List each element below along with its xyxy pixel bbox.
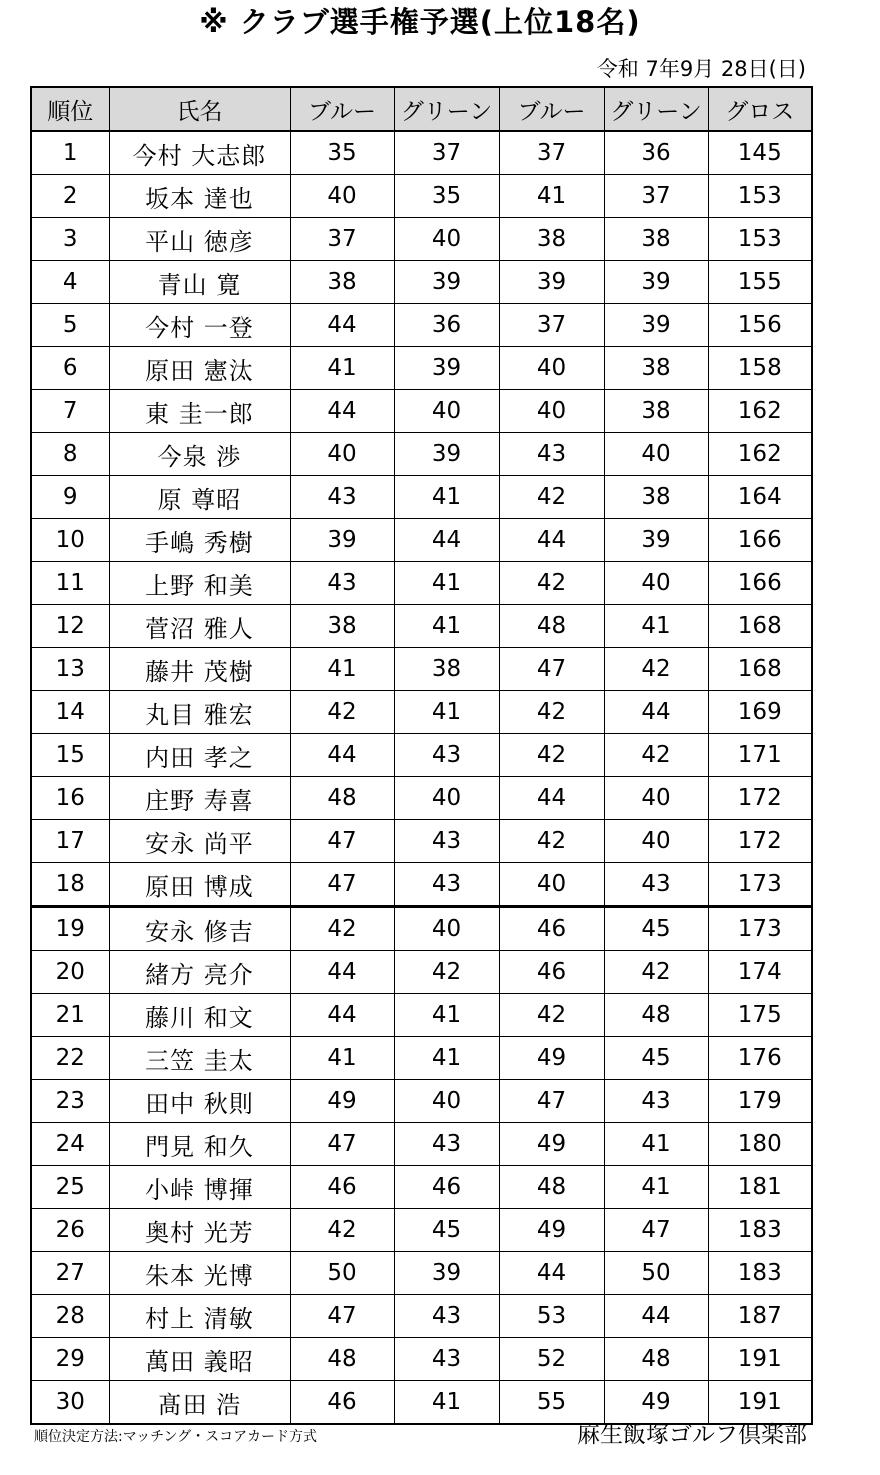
- blue-in-cell: 43: [499, 433, 604, 476]
- blue-in-cell: 42: [499, 734, 604, 777]
- gross-cell: 168: [708, 605, 812, 648]
- green-in-cell: 40: [604, 562, 708, 605]
- green-out-cell: 43: [394, 1123, 499, 1166]
- gross-cell: 191: [708, 1381, 812, 1425]
- rank-cell: 21: [31, 994, 109, 1037]
- blue-out-cell: 42: [290, 907, 394, 951]
- gross-cell: 191: [708, 1338, 812, 1381]
- gross-cell: 171: [708, 734, 812, 777]
- green-out-cell: 41: [394, 562, 499, 605]
- blue-out-cell: 41: [290, 347, 394, 390]
- blue-in-cell: 55: [499, 1381, 604, 1425]
- header-gross: グロス: [708, 87, 812, 131]
- green-out-cell: 44: [394, 519, 499, 562]
- green-in-cell: 40: [604, 777, 708, 820]
- name-cell: 菅沼 雅人: [109, 605, 290, 648]
- green-out-cell: 39: [394, 261, 499, 304]
- gross-cell: 166: [708, 519, 812, 562]
- blue-out-cell: 47: [290, 1123, 394, 1166]
- gross-cell: 187: [708, 1295, 812, 1338]
- name-cell: 今泉 渉: [109, 433, 290, 476]
- gross-cell: 172: [708, 777, 812, 820]
- blue-out-cell: 43: [290, 562, 394, 605]
- rank-cell: 7: [31, 390, 109, 433]
- green-out-cell: 39: [394, 1252, 499, 1295]
- gross-cell: 181: [708, 1166, 812, 1209]
- table-row: [31, 131, 812, 175]
- blue-out-cell: 38: [290, 605, 394, 648]
- name-cell: 丸目 雅宏: [109, 691, 290, 734]
- green-in-cell: 39: [604, 519, 708, 562]
- header-row: [31, 87, 812, 131]
- blue-in-cell: 37: [499, 131, 604, 175]
- blue-out-cell: 44: [290, 390, 394, 433]
- gross-cell: 155: [708, 261, 812, 304]
- table-row: [31, 951, 812, 994]
- blue-out-cell: 37: [290, 218, 394, 261]
- name-cell: 小峠 博揮: [109, 1166, 290, 1209]
- table-row: [31, 519, 812, 562]
- green-out-cell: 40: [394, 777, 499, 820]
- blue-out-cell: 47: [290, 1295, 394, 1338]
- green-in-cell: 41: [604, 1166, 708, 1209]
- table-row: [31, 261, 812, 304]
- blue-out-cell: 50: [290, 1252, 394, 1295]
- blue-out-cell: 47: [290, 820, 394, 863]
- rank-cell: 24: [31, 1123, 109, 1166]
- green-in-cell: 44: [604, 691, 708, 734]
- table-row: [31, 691, 812, 734]
- name-cell: 庄野 寿喜: [109, 777, 290, 820]
- blue-in-cell: 49: [499, 1037, 604, 1080]
- blue-in-cell: 42: [499, 994, 604, 1037]
- gross-cell: 156: [708, 304, 812, 347]
- gross-cell: 166: [708, 562, 812, 605]
- blue-in-cell: 40: [499, 390, 604, 433]
- results-table: [30, 86, 813, 1425]
- gross-cell: 153: [708, 175, 812, 218]
- club-name: 麻生飯塚ゴルフ倶楽部: [577, 1422, 807, 1448]
- rank-cell: 10: [31, 519, 109, 562]
- blue-in-cell: 46: [499, 907, 604, 951]
- rank-cell: 26: [31, 1209, 109, 1252]
- rank-cell: 28: [31, 1295, 109, 1338]
- rank-cell: 11: [31, 562, 109, 605]
- table-row: [31, 1123, 812, 1166]
- green-in-cell: 38: [604, 390, 708, 433]
- rank-cell: 30: [31, 1381, 109, 1425]
- rank-cell: 8: [31, 433, 109, 476]
- green-out-cell: 43: [394, 1295, 499, 1338]
- green-in-cell: 43: [604, 863, 708, 907]
- blue-out-cell: 48: [290, 1338, 394, 1381]
- blue-out-cell: 44: [290, 734, 394, 777]
- green-out-cell: 41: [394, 476, 499, 519]
- table-row: [31, 1166, 812, 1209]
- green-in-cell: 49: [604, 1381, 708, 1425]
- name-cell: 安永 尚平: [109, 820, 290, 863]
- blue-in-cell: 38: [499, 218, 604, 261]
- page-title: ※ クラブ選手権予選(上位18名): [199, 5, 641, 39]
- gross-cell: 174: [708, 951, 812, 994]
- blue-in-cell: 40: [499, 863, 604, 907]
- table-row: [31, 777, 812, 820]
- table-row: [31, 218, 812, 261]
- green-in-cell: 45: [604, 907, 708, 951]
- blue-in-cell: 44: [499, 1252, 604, 1295]
- blue-in-cell: 44: [499, 777, 604, 820]
- table-row: [31, 907, 812, 951]
- header-green-1: グリーン: [394, 87, 499, 131]
- gross-cell: 183: [708, 1252, 812, 1295]
- name-cell: 青山 寛: [109, 261, 290, 304]
- green-out-cell: 45: [394, 1209, 499, 1252]
- green-in-cell: 40: [604, 433, 708, 476]
- table-row: [31, 347, 812, 390]
- header-name: 氏名: [109, 87, 290, 131]
- rank-cell: 14: [31, 691, 109, 734]
- gross-cell: 180: [708, 1123, 812, 1166]
- green-in-cell: 38: [604, 476, 708, 519]
- green-out-cell: 41: [394, 994, 499, 1037]
- blue-out-cell: 46: [290, 1381, 394, 1425]
- green-in-cell: 39: [604, 261, 708, 304]
- green-out-cell: 36: [394, 304, 499, 347]
- table-row: [31, 994, 812, 1037]
- green-out-cell: 43: [394, 734, 499, 777]
- rank-cell: 15: [31, 734, 109, 777]
- name-cell: 朱本 光博: [109, 1252, 290, 1295]
- green-in-cell: 42: [604, 734, 708, 777]
- name-cell: 今村 一登: [109, 304, 290, 347]
- gross-cell: 158: [708, 347, 812, 390]
- green-out-cell: 40: [394, 390, 499, 433]
- blue-out-cell: 40: [290, 175, 394, 218]
- green-out-cell: 37: [394, 131, 499, 175]
- rank-cell: 18: [31, 863, 109, 907]
- gross-cell: 145: [708, 131, 812, 175]
- blue-in-cell: 39: [499, 261, 604, 304]
- green-out-cell: 46: [394, 1166, 499, 1209]
- table-row: [31, 1080, 812, 1123]
- blue-in-cell: 40: [499, 347, 604, 390]
- name-cell: 手嶋 秀樹: [109, 519, 290, 562]
- rank-cell: 5: [31, 304, 109, 347]
- table-row: [31, 1338, 812, 1381]
- green-in-cell: 37: [604, 175, 708, 218]
- name-cell: 上野 和美: [109, 562, 290, 605]
- rank-cell: 29: [31, 1338, 109, 1381]
- blue-in-cell: 47: [499, 1080, 604, 1123]
- name-cell: 藤川 和文: [109, 994, 290, 1037]
- blue-in-cell: 44: [499, 519, 604, 562]
- blue-in-cell: 42: [499, 476, 604, 519]
- rank-cell: 3: [31, 218, 109, 261]
- table-row: [31, 820, 812, 863]
- blue-out-cell: 44: [290, 994, 394, 1037]
- blue-in-cell: 42: [499, 562, 604, 605]
- table-row: [31, 734, 812, 777]
- rank-cell: 2: [31, 175, 109, 218]
- green-out-cell: 43: [394, 1338, 499, 1381]
- rank-cell: 20: [31, 951, 109, 994]
- green-in-cell: 41: [604, 1123, 708, 1166]
- green-out-cell: 40: [394, 218, 499, 261]
- blue-out-cell: 41: [290, 1037, 394, 1080]
- rank-cell: 12: [31, 605, 109, 648]
- blue-in-cell: 49: [499, 1123, 604, 1166]
- green-in-cell: 40: [604, 820, 708, 863]
- blue-out-cell: 47: [290, 863, 394, 907]
- name-cell: 三笠 圭太: [109, 1037, 290, 1080]
- green-in-cell: 47: [604, 1209, 708, 1252]
- name-cell: 内田 孝之: [109, 734, 290, 777]
- rank-cell: 25: [31, 1166, 109, 1209]
- green-in-cell: 39: [604, 304, 708, 347]
- name-cell: 原田 憲汰: [109, 347, 290, 390]
- green-out-cell: 41: [394, 1037, 499, 1080]
- header-green-2: グリーン: [604, 87, 708, 131]
- green-out-cell: 43: [394, 863, 499, 907]
- gross-cell: 179: [708, 1080, 812, 1123]
- table-row: [31, 1252, 812, 1295]
- blue-in-cell: 41: [499, 175, 604, 218]
- header-rank: 順位: [31, 87, 109, 131]
- blue-in-cell: 49: [499, 1209, 604, 1252]
- green-out-cell: 41: [394, 1381, 499, 1425]
- blue-out-cell: 49: [290, 1080, 394, 1123]
- gross-cell: 153: [708, 218, 812, 261]
- blue-out-cell: 43: [290, 476, 394, 519]
- name-cell: 緒方 亮介: [109, 951, 290, 994]
- name-cell: 田中 秋則: [109, 1080, 290, 1123]
- gross-cell: 172: [708, 820, 812, 863]
- name-cell: 平山 徳彦: [109, 218, 290, 261]
- blue-in-cell: 48: [499, 1166, 604, 1209]
- table-row: [31, 648, 812, 691]
- table-row: [31, 605, 812, 648]
- green-out-cell: 39: [394, 433, 499, 476]
- green-out-cell: 40: [394, 1080, 499, 1123]
- green-in-cell: 45: [604, 1037, 708, 1080]
- event-date: 令和 7年9月 28日(日): [596, 57, 806, 81]
- green-in-cell: 41: [604, 605, 708, 648]
- rank-cell: 22: [31, 1037, 109, 1080]
- gross-cell: 175: [708, 994, 812, 1037]
- rank-cell: 4: [31, 261, 109, 304]
- gross-cell: 168: [708, 648, 812, 691]
- gross-cell: 162: [708, 433, 812, 476]
- green-in-cell: 36: [604, 131, 708, 175]
- blue-out-cell: 46: [290, 1166, 394, 1209]
- name-cell: 今村 大志郎: [109, 131, 290, 175]
- name-cell: 安永 修吉: [109, 907, 290, 951]
- green-out-cell: 38: [394, 648, 499, 691]
- blue-out-cell: 44: [290, 304, 394, 347]
- table-row: [31, 1037, 812, 1080]
- gross-cell: 169: [708, 691, 812, 734]
- blue-out-cell: 38: [290, 261, 394, 304]
- table-row: [31, 476, 812, 519]
- green-in-cell: 42: [604, 951, 708, 994]
- rank-cell: 19: [31, 907, 109, 951]
- blue-out-cell: 48: [290, 777, 394, 820]
- table-row: [31, 1209, 812, 1252]
- name-cell: 髙田 浩: [109, 1381, 290, 1425]
- blue-in-cell: 42: [499, 820, 604, 863]
- rank-cell: 23: [31, 1080, 109, 1123]
- name-cell: 東 圭一郎: [109, 390, 290, 433]
- header-blue-2: ブルー: [499, 87, 604, 131]
- green-out-cell: 35: [394, 175, 499, 218]
- green-in-cell: 48: [604, 994, 708, 1037]
- name-cell: 門見 和久: [109, 1123, 290, 1166]
- green-out-cell: 41: [394, 691, 499, 734]
- header-blue-1: ブルー: [290, 87, 394, 131]
- green-in-cell: 38: [604, 347, 708, 390]
- rank-cell: 9: [31, 476, 109, 519]
- gross-cell: 164: [708, 476, 812, 519]
- gross-cell: 173: [708, 907, 812, 951]
- gross-cell: 176: [708, 1037, 812, 1080]
- rank-cell: 1: [31, 131, 109, 175]
- gross-cell: 162: [708, 390, 812, 433]
- blue-in-cell: 37: [499, 304, 604, 347]
- table-row: [31, 175, 812, 218]
- rank-cell: 13: [31, 648, 109, 691]
- table-body: [31, 131, 812, 1424]
- green-in-cell: 42: [604, 648, 708, 691]
- blue-out-cell: 44: [290, 951, 394, 994]
- green-in-cell: 48: [604, 1338, 708, 1381]
- blue-out-cell: 42: [290, 691, 394, 734]
- green-in-cell: 44: [604, 1295, 708, 1338]
- gross-cell: 183: [708, 1209, 812, 1252]
- table-row: [31, 304, 812, 347]
- green-out-cell: 43: [394, 820, 499, 863]
- blue-in-cell: 47: [499, 648, 604, 691]
- blue-in-cell: 48: [499, 605, 604, 648]
- green-out-cell: 39: [394, 347, 499, 390]
- blue-out-cell: 41: [290, 648, 394, 691]
- table-row: [31, 390, 812, 433]
- green-in-cell: 43: [604, 1080, 708, 1123]
- blue-out-cell: 39: [290, 519, 394, 562]
- table-row: [31, 1295, 812, 1338]
- table-row: [31, 1381, 812, 1425]
- rank-cell: 6: [31, 347, 109, 390]
- name-cell: 坂本 達也: [109, 175, 290, 218]
- green-out-cell: 40: [394, 907, 499, 951]
- name-cell: 萬田 義昭: [109, 1338, 290, 1381]
- blue-in-cell: 46: [499, 951, 604, 994]
- blue-out-cell: 40: [290, 433, 394, 476]
- blue-in-cell: 42: [499, 691, 604, 734]
- green-in-cell: 50: [604, 1252, 708, 1295]
- blue-in-cell: 53: [499, 1295, 604, 1338]
- table-header: [31, 87, 812, 131]
- table-row: [31, 863, 812, 907]
- gross-cell: 173: [708, 863, 812, 907]
- name-cell: 村上 清敏: [109, 1295, 290, 1338]
- name-cell: 原田 博成: [109, 863, 290, 907]
- rank-cell: 16: [31, 777, 109, 820]
- green-out-cell: 41: [394, 605, 499, 648]
- rank-cell: 17: [31, 820, 109, 863]
- green-out-cell: 42: [394, 951, 499, 994]
- name-cell: 原 尊昭: [109, 476, 290, 519]
- name-cell: 藤井 茂樹: [109, 648, 290, 691]
- blue-in-cell: 52: [499, 1338, 604, 1381]
- table-row: [31, 433, 812, 476]
- blue-out-cell: 42: [290, 1209, 394, 1252]
- green-in-cell: 38: [604, 218, 708, 261]
- rank-cell: 27: [31, 1252, 109, 1295]
- blue-out-cell: 35: [290, 131, 394, 175]
- ranking-method-note: 順位決定方法:マッチング・スコアカード方式: [34, 1429, 318, 1445]
- name-cell: 奥村 光芳: [109, 1209, 290, 1252]
- table-row: [31, 562, 812, 605]
